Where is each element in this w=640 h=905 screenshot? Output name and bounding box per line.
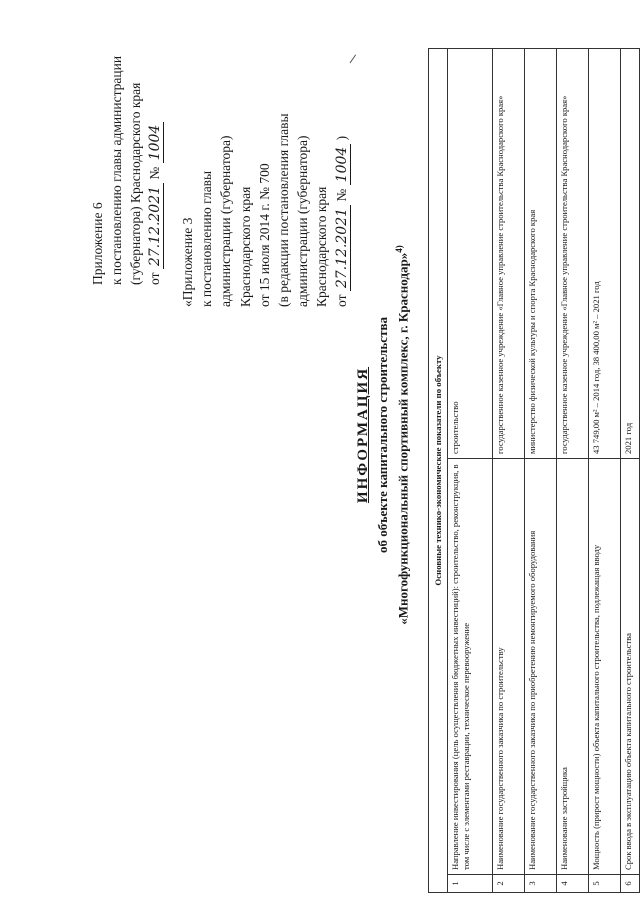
document-subtitle: об объекте капитального строительства: [375, 317, 390, 553]
row-number: 2: [493, 875, 525, 893]
table-row: [525, 48, 557, 892]
date-prefix: от: [147, 272, 162, 285]
row-value: государственное казенное учреждение «Главное управление строительства Краснодарского края»: [557, 48, 589, 458]
row-value: строительство: [448, 48, 493, 458]
row-number: 3: [525, 875, 557, 893]
row-value: 2021 год: [621, 48, 640, 458]
row-number: 6: [621, 875, 640, 893]
object-name: [391, 165, 411, 705]
handwritten-number: 1004: [147, 122, 164, 164]
scan-mark: [350, 54, 360, 65]
row-number: 1: [448, 875, 493, 893]
amend-date-line: [332, 7, 351, 307]
row-value: министерство физической культуры и спорта Краснодарского края: [525, 48, 557, 458]
table-row: [621, 48, 640, 892]
amend-line: администрации (губернатора): [295, 135, 311, 307]
row-number: 5: [589, 875, 621, 893]
amend-line: администрации (губернатора): [218, 135, 234, 307]
table-row: [589, 48, 621, 892]
footnote-mark: 4): [394, 245, 404, 253]
document-title: ИНФОРМАЦИЯ: [355, 366, 371, 504]
row-number: 4: [557, 875, 589, 893]
appendix-header: [88, 15, 164, 285]
document-title-block: [355, 165, 411, 705]
amend-line: Краснодарского края: [237, 186, 253, 307]
handwritten-date: 27.12.2021: [334, 205, 351, 291]
amend-line: к постановлению главы: [199, 170, 215, 307]
row-label: Направление инвестирования (цель осуществления бюджетных инвестиций): строительство, реконструкция, в том числе с элементами реставрации, техническое перевооружение: [448, 459, 493, 875]
amend-line: от 15 июля 2014 г. № 700: [256, 163, 272, 307]
number-prefix: №: [147, 166, 162, 180]
row-label: Мощность (прирост мощности) объекта капитального строительства, подлежащая вводу: [589, 459, 621, 875]
amended-appendix-header: [178, 7, 351, 307]
row-label: Наименование застройщика: [557, 459, 589, 875]
indicators-table: [428, 48, 640, 893]
table-header: Основные технико-экономические показатели по объекту: [429, 48, 448, 892]
appendix-date-line: [145, 15, 164, 285]
table-row: [557, 48, 589, 892]
amend-line: Краснодарского края: [314, 186, 330, 307]
amend-title: «Приложение 3: [180, 217, 195, 307]
row-label: Наименование государственного заказчика по строительству: [493, 459, 525, 875]
object-name-text: «Многофункциональный спортивный комплекс, г. Краснодар»: [395, 252, 411, 625]
appendix-line: к постановлению главы администрации: [109, 55, 124, 285]
appendix-title: Приложение 6: [90, 202, 105, 285]
row-value: государственное казенное учреждение «Главное управление строительства Краснодарского края»: [493, 48, 525, 458]
handwritten-number: 1004: [334, 144, 351, 186]
row-value: 43 749,00 м² – 2014 год, 38 400,00 м² – 2021 год: [589, 48, 621, 458]
closing-paren: ): [333, 135, 349, 141]
appendix-line: (губернатора) Краснодарского края: [128, 82, 143, 285]
number-prefix: №: [333, 188, 349, 202]
date-prefix: от: [333, 294, 349, 307]
handwritten-date: 27.12.2021: [147, 183, 164, 269]
amend-line: (в редакции постановления главы: [276, 113, 292, 307]
row-label: Наименование государственного заказчика по приобретению немонтируемого оборудования: [525, 459, 557, 875]
table-row: [448, 48, 493, 892]
row-label: Срок ввода в эксплуатацию объекта капитального строительства: [621, 459, 640, 875]
table-row: [493, 48, 525, 892]
